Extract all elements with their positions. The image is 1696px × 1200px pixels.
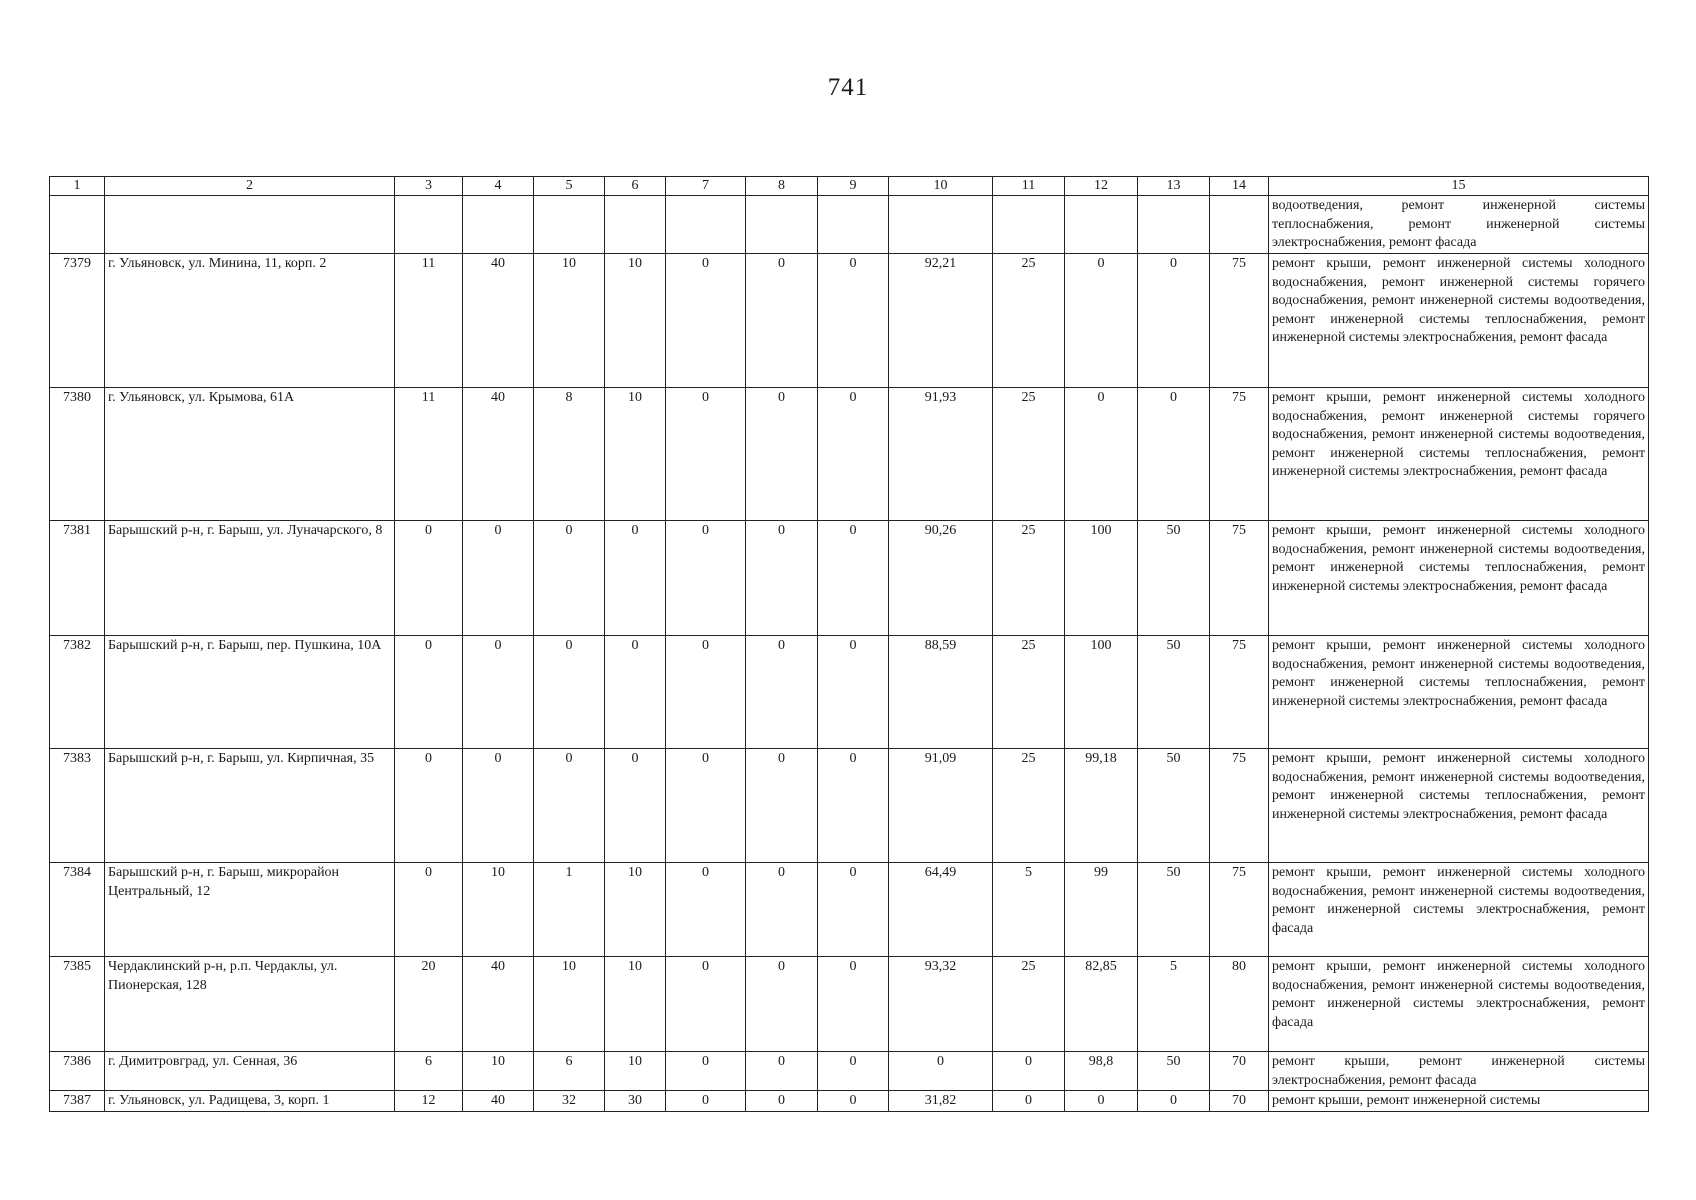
address-cell: г. Димитровград, ул. Сенная, 36 bbox=[105, 1052, 395, 1091]
works-description: водоотведения, ремонт инженерной системы теплоснабжения, ремонт инженерной системы электроснабжения, ремонт фасада bbox=[1269, 196, 1649, 254]
address-cell: Барышский р-н, г. Барыш, ул. Луначарского, 8 bbox=[105, 521, 395, 636]
value-cell: 0 bbox=[818, 254, 889, 388]
works-description: ремонт крыши, ремонт инженерной системы холодного водоснабжения, ремонт инженерной системы водоотведения, ремонт инженерной системы теплоснабжения, ремонт инженерной системы электроснабжения, ремонт фасада bbox=[1269, 749, 1649, 863]
value-cell: 0 bbox=[1138, 388, 1210, 521]
row-number: 7386 bbox=[50, 1052, 105, 1091]
value-cell: 25 bbox=[993, 749, 1065, 863]
continuation-row bbox=[50, 196, 1649, 254]
column-number: 13 bbox=[1138, 177, 1210, 196]
row-number: 7384 bbox=[50, 863, 105, 957]
column-number-row bbox=[50, 177, 1649, 196]
value-cell: 10 bbox=[605, 863, 666, 957]
value-cell: 75 bbox=[1210, 749, 1269, 863]
value-cell: 10 bbox=[463, 1052, 534, 1091]
value-cell: 0 bbox=[666, 957, 746, 1052]
value-cell: 75 bbox=[1210, 636, 1269, 749]
works-description: ремонт крыши, ремонт инженерной системы холодного водоснабжения, ремонт инженерной системы водоотведения, ремонт инженерной системы электроснабжения, ремонт фасада bbox=[1269, 863, 1649, 957]
value-cell: 0 bbox=[746, 388, 818, 521]
value-cell: 99 bbox=[1065, 863, 1138, 957]
empty-cell bbox=[534, 196, 605, 254]
address-cell: г. Ульяновск, ул. Минина, 11, корп. 2 bbox=[105, 254, 395, 388]
address-cell: г. Ульяновск, ул. Радищева, 3, корп. 1 bbox=[105, 1091, 395, 1112]
value-cell: 0 bbox=[605, 749, 666, 863]
table-row bbox=[50, 636, 1649, 749]
value-cell: 0 bbox=[666, 636, 746, 749]
works-description: ремонт крыши, ремонт инженерной системы bbox=[1269, 1091, 1649, 1112]
works-description: ремонт крыши, ремонт инженерной системы холодного водоснабжения, ремонт инженерной системы водоотведения, ремонт инженерной системы теплоснабжения, ремонт инженерной системы электроснабжения, ремонт фасада bbox=[1269, 636, 1649, 749]
value-cell: 50 bbox=[1138, 863, 1210, 957]
value-cell: 32 bbox=[534, 1091, 605, 1112]
value-cell: 40 bbox=[463, 957, 534, 1052]
column-number: 11 bbox=[993, 177, 1065, 196]
row-number: 7379 bbox=[50, 254, 105, 388]
column-number: 7 bbox=[666, 177, 746, 196]
value-cell: 40 bbox=[463, 388, 534, 521]
value-cell: 5 bbox=[993, 863, 1065, 957]
column-number: 15 bbox=[1269, 177, 1649, 196]
value-cell: 25 bbox=[993, 388, 1065, 521]
column-number: 14 bbox=[1210, 177, 1269, 196]
table-row bbox=[50, 521, 1649, 636]
table-row bbox=[50, 1052, 1649, 1091]
empty-cell bbox=[666, 196, 746, 254]
value-cell: 0 bbox=[605, 521, 666, 636]
empty-cell bbox=[50, 196, 105, 254]
value-cell: 10 bbox=[605, 254, 666, 388]
row-number: 7382 bbox=[50, 636, 105, 749]
value-cell: 30 bbox=[605, 1091, 666, 1112]
value-cell: 0 bbox=[463, 636, 534, 749]
value-cell: 70 bbox=[1210, 1091, 1269, 1112]
empty-cell bbox=[993, 196, 1065, 254]
column-number: 6 bbox=[605, 177, 666, 196]
value-cell: 6 bbox=[534, 1052, 605, 1091]
column-number: 10 bbox=[889, 177, 993, 196]
value-cell: 0 bbox=[818, 388, 889, 521]
column-number: 9 bbox=[818, 177, 889, 196]
value-cell: 88,59 bbox=[889, 636, 993, 749]
value-cell: 0 bbox=[746, 957, 818, 1052]
empty-cell bbox=[818, 196, 889, 254]
value-cell: 0 bbox=[395, 749, 463, 863]
value-cell: 98,8 bbox=[1065, 1052, 1138, 1091]
table-row bbox=[50, 388, 1649, 521]
row-number: 7381 bbox=[50, 521, 105, 636]
column-number: 5 bbox=[534, 177, 605, 196]
column-number: 1 bbox=[50, 177, 105, 196]
row-number: 7385 bbox=[50, 957, 105, 1052]
column-number: 4 bbox=[463, 177, 534, 196]
value-cell: 50 bbox=[1138, 521, 1210, 636]
value-cell: 0 bbox=[1138, 1091, 1210, 1112]
value-cell: 1 bbox=[534, 863, 605, 957]
value-cell: 40 bbox=[463, 1091, 534, 1112]
value-cell: 0 bbox=[818, 636, 889, 749]
value-cell: 75 bbox=[1210, 388, 1269, 521]
value-cell: 0 bbox=[1065, 254, 1138, 388]
row-number: 7380 bbox=[50, 388, 105, 521]
row-number: 7383 bbox=[50, 749, 105, 863]
value-cell: 50 bbox=[1138, 1052, 1210, 1091]
value-cell: 0 bbox=[818, 521, 889, 636]
value-cell: 0 bbox=[889, 1052, 993, 1091]
address-cell: Барышский р-н, г. Барыш, микрорайон Центральный, 12 bbox=[105, 863, 395, 957]
value-cell: 0 bbox=[746, 254, 818, 388]
empty-cell bbox=[395, 196, 463, 254]
column-number: 2 bbox=[105, 177, 395, 196]
value-cell: 91,93 bbox=[889, 388, 993, 521]
value-cell: 0 bbox=[666, 1091, 746, 1112]
table-row bbox=[50, 749, 1649, 863]
value-cell: 10 bbox=[605, 957, 666, 1052]
value-cell: 100 bbox=[1065, 636, 1138, 749]
value-cell: 0 bbox=[818, 863, 889, 957]
value-cell: 0 bbox=[993, 1052, 1065, 1091]
value-cell: 0 bbox=[395, 636, 463, 749]
table-row bbox=[50, 957, 1649, 1052]
value-cell: 0 bbox=[746, 1091, 818, 1112]
value-cell: 8 bbox=[534, 388, 605, 521]
row-number: 7387 bbox=[50, 1091, 105, 1112]
value-cell: 10 bbox=[605, 388, 666, 521]
value-cell: 10 bbox=[605, 1052, 666, 1091]
value-cell: 0 bbox=[666, 749, 746, 863]
address-cell: г. Ульяновск, ул. Крымова, 61А bbox=[105, 388, 395, 521]
value-cell: 92,21 bbox=[889, 254, 993, 388]
empty-cell bbox=[1065, 196, 1138, 254]
table-body bbox=[50, 177, 1649, 1112]
value-cell: 0 bbox=[746, 1052, 818, 1091]
empty-cell bbox=[746, 196, 818, 254]
value-cell: 0 bbox=[534, 749, 605, 863]
value-cell: 90,26 bbox=[889, 521, 993, 636]
value-cell: 25 bbox=[993, 521, 1065, 636]
value-cell: 0 bbox=[746, 749, 818, 863]
value-cell: 0 bbox=[666, 863, 746, 957]
value-cell: 20 bbox=[395, 957, 463, 1052]
value-cell: 80 bbox=[1210, 957, 1269, 1052]
address-cell: Барышский р-н, г. Барыш, ул. Кирпичная, 35 bbox=[105, 749, 395, 863]
value-cell: 99,18 bbox=[1065, 749, 1138, 863]
value-cell: 70 bbox=[1210, 1052, 1269, 1091]
value-cell: 75 bbox=[1210, 254, 1269, 388]
value-cell: 50 bbox=[1138, 636, 1210, 749]
value-cell: 50 bbox=[1138, 749, 1210, 863]
value-cell: 11 bbox=[395, 254, 463, 388]
table-row bbox=[50, 863, 1649, 957]
value-cell: 0 bbox=[666, 254, 746, 388]
value-cell: 91,09 bbox=[889, 749, 993, 863]
value-cell: 0 bbox=[534, 636, 605, 749]
value-cell: 0 bbox=[818, 749, 889, 863]
column-number: 8 bbox=[746, 177, 818, 196]
value-cell: 12 bbox=[395, 1091, 463, 1112]
value-cell: 0 bbox=[666, 521, 746, 636]
value-cell: 10 bbox=[534, 254, 605, 388]
value-cell: 25 bbox=[993, 636, 1065, 749]
address-cell: Барышский р-н, г. Барыш, пер. Пушкина, 10А bbox=[105, 636, 395, 749]
empty-cell bbox=[463, 196, 534, 254]
value-cell: 10 bbox=[534, 957, 605, 1052]
value-cell: 10 bbox=[463, 863, 534, 957]
value-cell: 100 bbox=[1065, 521, 1138, 636]
empty-cell bbox=[1138, 196, 1210, 254]
value-cell: 0 bbox=[605, 636, 666, 749]
value-cell: 0 bbox=[746, 636, 818, 749]
empty-cell bbox=[605, 196, 666, 254]
works-description: ремонт крыши, ремонт инженерной системы холодного водоснабжения, ремонт инженерной системы водоотведения, ремонт инженерной системы теплоснабжения, ремонт инженерной системы электроснабжения, ремонт фасада bbox=[1269, 521, 1649, 636]
value-cell: 64,49 bbox=[889, 863, 993, 957]
value-cell: 0 bbox=[666, 1052, 746, 1091]
empty-cell bbox=[105, 196, 395, 254]
empty-cell bbox=[889, 196, 993, 254]
value-cell: 0 bbox=[395, 863, 463, 957]
value-cell: 25 bbox=[993, 957, 1065, 1052]
value-cell: 82,85 bbox=[1065, 957, 1138, 1052]
page-number: 741 bbox=[827, 74, 869, 101]
works-description: ремонт крыши, ремонт инженерной системы холодного водоснабжения, ремонт инженерной системы водоотведения, ремонт инженерной системы электроснабжения, ремонт фасада bbox=[1269, 957, 1649, 1052]
repair-program-table bbox=[49, 176, 1649, 1112]
value-cell: 0 bbox=[818, 1091, 889, 1112]
table-row bbox=[50, 254, 1649, 388]
works-description: ремонт крыши, ремонт инженерной системы холодного водоснабжения, ремонт инженерной системы горячего водоснабжения, ремонт инженерной системы водоотведения, ремонт инженерной системы теплоснабжения, ремонт инженерной системы электроснабжения, ремонт фасада bbox=[1269, 254, 1649, 388]
empty-cell bbox=[1210, 196, 1269, 254]
value-cell: 75 bbox=[1210, 521, 1269, 636]
works-description: ремонт крыши, ремонт инженерной системы холодного водоснабжения, ремонт инженерной системы горячего водоснабжения, ремонт инженерной системы водоотведения, ремонт инженерной системы теплоснабжения, ремонт инженерной системы электроснабжения, ремонт фасада bbox=[1269, 388, 1649, 521]
value-cell: 40 bbox=[463, 254, 534, 388]
value-cell: 0 bbox=[1065, 388, 1138, 521]
value-cell: 0 bbox=[463, 521, 534, 636]
value-cell: 0 bbox=[993, 1091, 1065, 1112]
value-cell: 93,32 bbox=[889, 957, 993, 1052]
value-cell: 11 bbox=[395, 388, 463, 521]
value-cell: 0 bbox=[1065, 1091, 1138, 1112]
value-cell: 0 bbox=[534, 521, 605, 636]
value-cell: 0 bbox=[746, 521, 818, 636]
table-row bbox=[50, 1091, 1649, 1112]
value-cell: 0 bbox=[1138, 254, 1210, 388]
value-cell: 25 bbox=[993, 254, 1065, 388]
value-cell: 31,82 bbox=[889, 1091, 993, 1112]
value-cell: 0 bbox=[666, 388, 746, 521]
column-number: 3 bbox=[395, 177, 463, 196]
value-cell: 6 bbox=[395, 1052, 463, 1091]
value-cell: 0 bbox=[746, 863, 818, 957]
value-cell: 75 bbox=[1210, 863, 1269, 957]
value-cell: 5 bbox=[1138, 957, 1210, 1052]
address-cell: Чердаклинский р-н, р.п. Чердаклы, ул. Пионерская, 128 bbox=[105, 957, 395, 1052]
value-cell: 0 bbox=[818, 1052, 889, 1091]
column-number: 12 bbox=[1065, 177, 1138, 196]
works-description: ремонт крыши, ремонт инженерной системы электроснабжения, ремонт фасада bbox=[1269, 1052, 1649, 1091]
value-cell: 0 bbox=[395, 521, 463, 636]
value-cell: 0 bbox=[463, 749, 534, 863]
value-cell: 0 bbox=[818, 957, 889, 1052]
